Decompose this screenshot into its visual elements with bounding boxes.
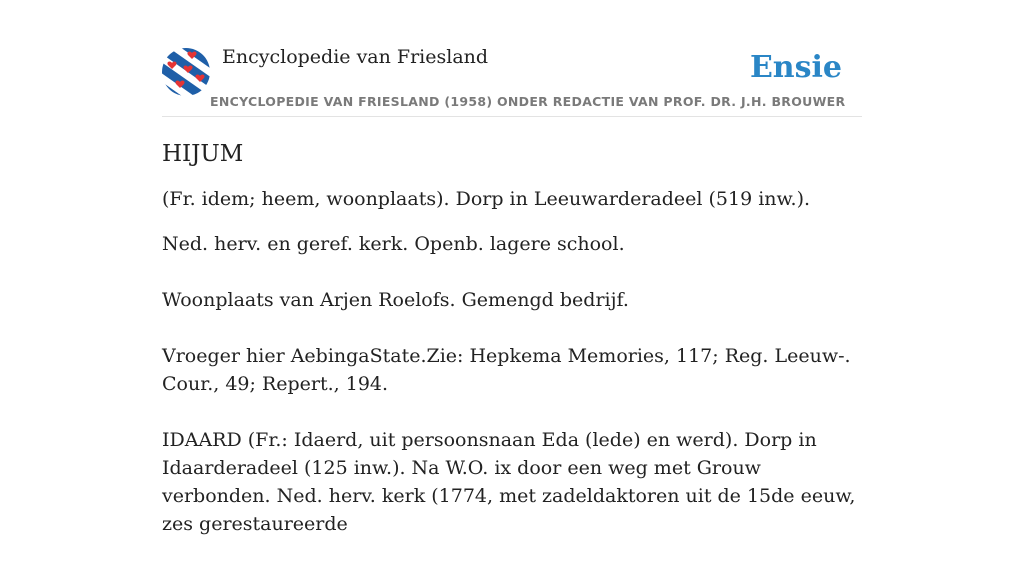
ensie-brand-link[interactable]: Ensie xyxy=(749,50,842,85)
encyclopedia-subtitle: ENCYCLOPEDIE VAN FRIESLAND (1958) ONDER REDACTIE VAN PROF. DR. J.H. BROUWER xyxy=(210,94,846,109)
entry-paragraph: IDAARD (Fr.: Idaerd, uit persoonsnaan Eda (lede) en werd). Dorp in Idaarderadeel (125 inw.). Na W.O. ix door een weg met Grouw verbonden. Ned. herv. kerk (1774, met zadeldaktoren uit de 15de eeuw, zes gerestaureerde xyxy=(162,429,856,535)
entry-lead: (Fr. idem; heem, woonplaats). Dorp in Leeuwarderadeel (519 inw.). xyxy=(162,188,811,210)
frisian-flag-logo-icon[interactable] xyxy=(162,48,210,96)
entry-title: HIJUM xyxy=(162,141,244,167)
entry-paragraph: Vroeger hier AebingaState.Zie: Hepkema Memories, 117; Reg. Leeuw-. Cour., 49; Repert., 194. xyxy=(162,345,851,395)
entry-paragraph: Ned. herv. en geref. kerk. Openb. lagere school. xyxy=(162,233,625,255)
entry-paragraph: Woonplaats van Arjen Roelofs. Gemengd bedrijf. xyxy=(162,289,629,311)
article-content xyxy=(162,136,862,566)
site-header xyxy=(162,44,862,117)
site-title-link[interactable]: Encyclopedie van Friesland xyxy=(222,46,489,68)
